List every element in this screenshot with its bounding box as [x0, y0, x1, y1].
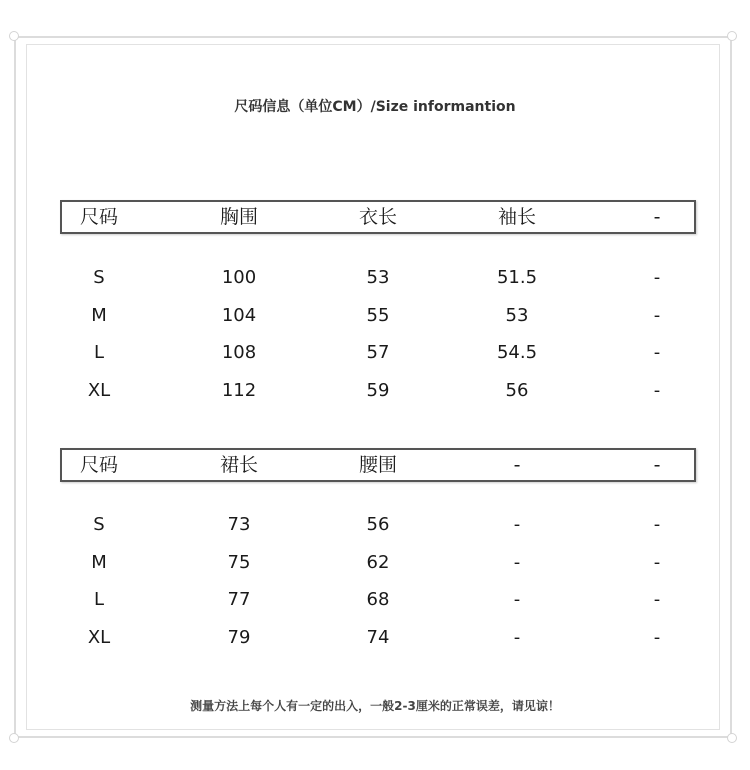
table1-cell: L [93, 342, 105, 363]
table2-cell: - [653, 514, 661, 535]
table1-cell: 112 [221, 380, 257, 401]
table2-header-cell: 腰围 [358, 454, 397, 476]
table2-cell: - [653, 627, 661, 648]
table1-cell: 53 [366, 267, 390, 288]
table1-cell: - [653, 267, 661, 288]
corner-ornament-top-right [727, 31, 737, 41]
table1-cell: 100 [221, 267, 257, 288]
table2-header-cell: 裙长 [219, 454, 258, 476]
table1-header-cell: 尺码 [79, 206, 118, 228]
table1-cell: - [653, 380, 661, 401]
corner-ornament-bottom-right [727, 733, 737, 743]
table2-cell: 73 [227, 514, 251, 535]
table2-cell: L [93, 589, 105, 610]
table1-cell: S [93, 267, 105, 288]
table1-cell: 57 [366, 342, 390, 363]
table2-cell: 56 [366, 514, 390, 535]
page-title: 尺码信息（单位CM）/Size informantion [234, 99, 516, 115]
table1-cell: - [653, 305, 661, 326]
table1-cell: 104 [221, 305, 257, 326]
table1-cell: 53 [505, 305, 529, 326]
table2-header-cell: - [513, 454, 521, 476]
table2-cell: 74 [366, 627, 390, 648]
table2-header-cell: - [653, 454, 661, 476]
table1-cell: 55 [366, 305, 390, 326]
table2-cell: 68 [366, 589, 390, 610]
table2-header-cell: 尺码 [79, 454, 118, 476]
table1-header-cell: 胸围 [219, 206, 258, 228]
corner-ornament-bottom-left [9, 733, 19, 743]
table2-cell: 62 [366, 552, 390, 573]
table2-cell: S [93, 514, 105, 535]
table1-cell: 51.5 [496, 267, 538, 288]
table2-cell: - [513, 627, 521, 648]
table2-cell: 77 [227, 589, 251, 610]
table1-header-cell: 衣长 [358, 206, 397, 228]
table1-header-cell: - [653, 206, 661, 228]
measurement-note: 测量方法上每个人有一定的出入，一般2-3厘米的正常误差，请见谅！ [190, 699, 560, 713]
table1-cell: 108 [221, 342, 257, 363]
table2-cell: 75 [227, 552, 251, 573]
table1-cell: 56 [505, 380, 529, 401]
table1-cell: M [91, 305, 107, 326]
corner-ornament-top-left [9, 31, 19, 41]
table1-cell: - [653, 342, 661, 363]
table2-cell: M [91, 552, 107, 573]
table1-cell: XL [87, 380, 111, 401]
table2-cell: 79 [227, 627, 251, 648]
table2-cell: - [653, 552, 661, 573]
table1-header-cell: 袖长 [497, 206, 536, 228]
table2-cell: - [513, 589, 521, 610]
table2-cell: XL [87, 627, 111, 648]
table2-cell: - [653, 589, 661, 610]
table1-cell: 54.5 [496, 342, 538, 363]
table2-cell: - [513, 514, 521, 535]
table2-cell: - [513, 552, 521, 573]
table1-cell: 59 [366, 380, 390, 401]
